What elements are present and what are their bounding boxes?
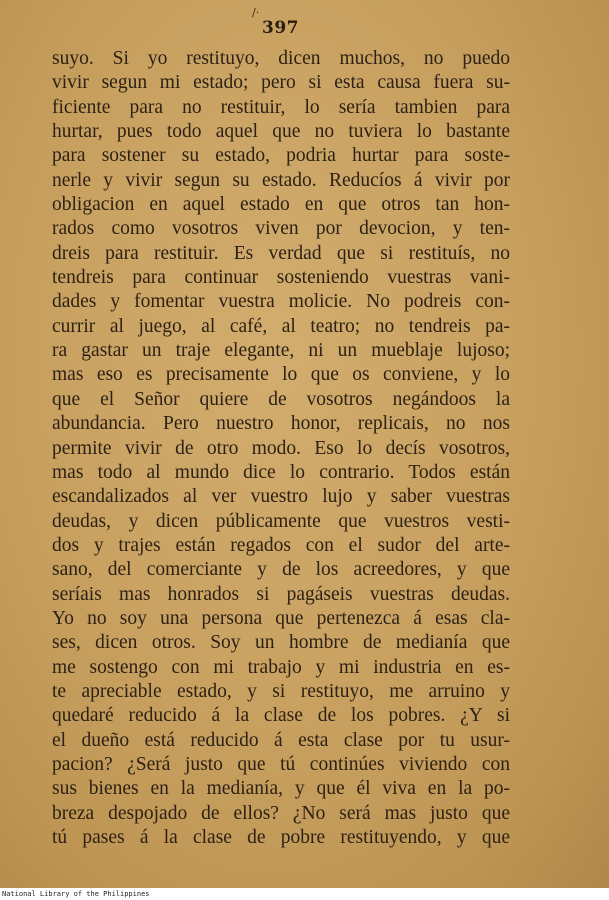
- text-line: currir al juego, al café, al teatro; no tendreis pa-: [52, 315, 510, 337]
- text-line: mas todo al mundo dice lo contrario. Todos están: [52, 461, 510, 483]
- text-line: el dueño está reducido á esta clase por tu usur-: [52, 729, 510, 751]
- text-line: ses, dicen otros. Soy un hombre de medianía que: [52, 632, 510, 654]
- text-line: ra gastar un traje elegante, ni un mueblaje lujoso;: [52, 340, 510, 362]
- text-line: dreis para restituir. Es verdad que si restituís, no: [52, 242, 510, 264]
- text-line: nerle y vivir segun su estado. Reducíos á vivir por: [52, 169, 510, 191]
- text-line: suyo. Si yo restituyo, dicen muchos, no puedo: [52, 48, 510, 69]
- text-line: me sostengo con mi trabajo y mi industria en es-: [52, 656, 510, 678]
- text-line: permite vivir de otro modo. Eso lo decís vosotros,: [52, 437, 510, 459]
- text-line: seríais mas honrados si pagáseis vuestras deudas.: [52, 583, 510, 605]
- library-credit: National Library of the Philippines: [2, 890, 150, 898]
- text-line: sano, del comerciante y de los acreedores, y que: [52, 559, 510, 581]
- text-line: quedaré reducido á la clase de los pobres. ¿Y si: [52, 705, 510, 727]
- body-text: [52, 47, 510, 850]
- text-line: pacion? ¿Será justo que tú continúes viviendo con: [52, 753, 510, 775]
- page-number: 397: [262, 18, 299, 38]
- text-line: breza despojado de ellos? ¿No será mas justo que: [52, 802, 510, 824]
- text-line: hurtar, pues todo aquel que no tuviera lo bastante: [52, 121, 510, 143]
- text-line: sus bienes en la medianía, y que él viva en la po-: [52, 778, 510, 800]
- text-line: vivir segun mi estado; pero si esta causa fuera su-: [52, 72, 510, 94]
- text-line: obligacion en aquel estado en que otros tan hon-: [52, 194, 510, 216]
- text-line: dades y fomentar vuestra molicie. No podreis con-: [52, 291, 510, 313]
- text-line: tú pases á la clase de pobre restituyendo, y que: [52, 827, 510, 848]
- text-line: dos y trajes están regados con el sudor del arte-: [52, 534, 510, 556]
- text-line: que el Señor quiere de vosotros negándoos la: [52, 388, 510, 410]
- margin-mark: /·: [252, 6, 260, 19]
- text-line: deudas, y dicen públicamente que vuestros vesti-: [52, 510, 510, 532]
- text-line: te apreciable estado, y si restituyo, me arruino y: [52, 680, 510, 702]
- text-line: escandalizados al ver vuestro lujo y saber vuestras: [52, 486, 510, 508]
- text-line: Yo no soy una persona que pertenezca á esas cla-: [52, 607, 510, 629]
- text-line: tendreis para continuar sosteniendo vuestras vani-: [52, 267, 510, 289]
- text-line: rados como vosotros viven por devocion, y ten-: [52, 218, 510, 240]
- text-line: abundancia. Pero nuestro honor, replicais, no nos: [52, 413, 510, 435]
- text-line: para sostener su estado, podria hurtar para soste-: [52, 145, 510, 167]
- text-line: ficiente para no restituir, lo sería tambien para: [52, 96, 510, 118]
- text-line: mas eso es precisamente lo que os conviene, y lo: [52, 364, 510, 386]
